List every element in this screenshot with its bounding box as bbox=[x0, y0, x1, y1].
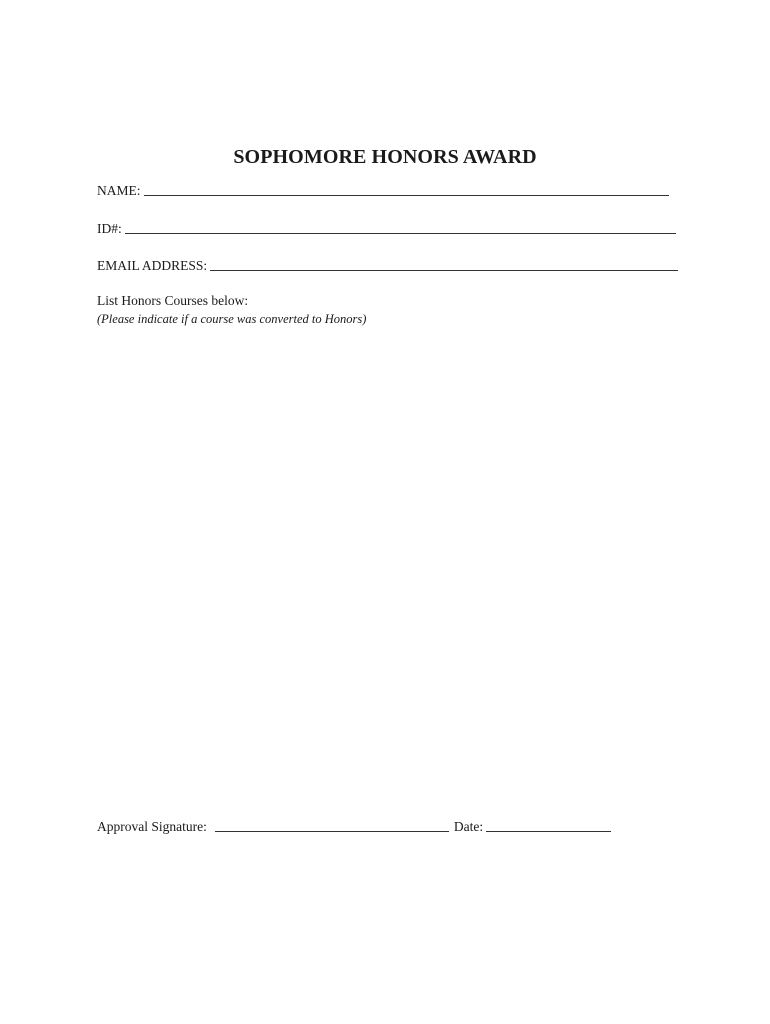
approval-signature-line[interactable] bbox=[215, 830, 449, 832]
id-label: ID#: bbox=[97, 221, 122, 236]
courses-entry-area[interactable] bbox=[97, 340, 673, 800]
name-field[interactable] bbox=[97, 183, 669, 199]
approval-signature-label: Approval Signature: bbox=[97, 819, 207, 834]
email-field[interactable] bbox=[97, 258, 678, 274]
email-label: EMAIL ADDRESS: bbox=[97, 258, 208, 273]
id-input-line[interactable] bbox=[125, 232, 676, 234]
approval-row bbox=[97, 819, 611, 835]
date-input-line[interactable] bbox=[486, 830, 611, 832]
email-input-line[interactable] bbox=[210, 269, 678, 271]
form-title: SOPHOMORE HONORS AWARD bbox=[233, 146, 537, 168]
courses-heading: List Honors Courses below: bbox=[97, 293, 249, 308]
id-field[interactable] bbox=[97, 221, 676, 237]
courses-note: (Please indicate if a course was converted to Honors) bbox=[97, 312, 367, 326]
name-label: NAME: bbox=[97, 183, 141, 198]
name-input-line[interactable] bbox=[144, 194, 669, 196]
date-label: Date: bbox=[453, 819, 484, 834]
